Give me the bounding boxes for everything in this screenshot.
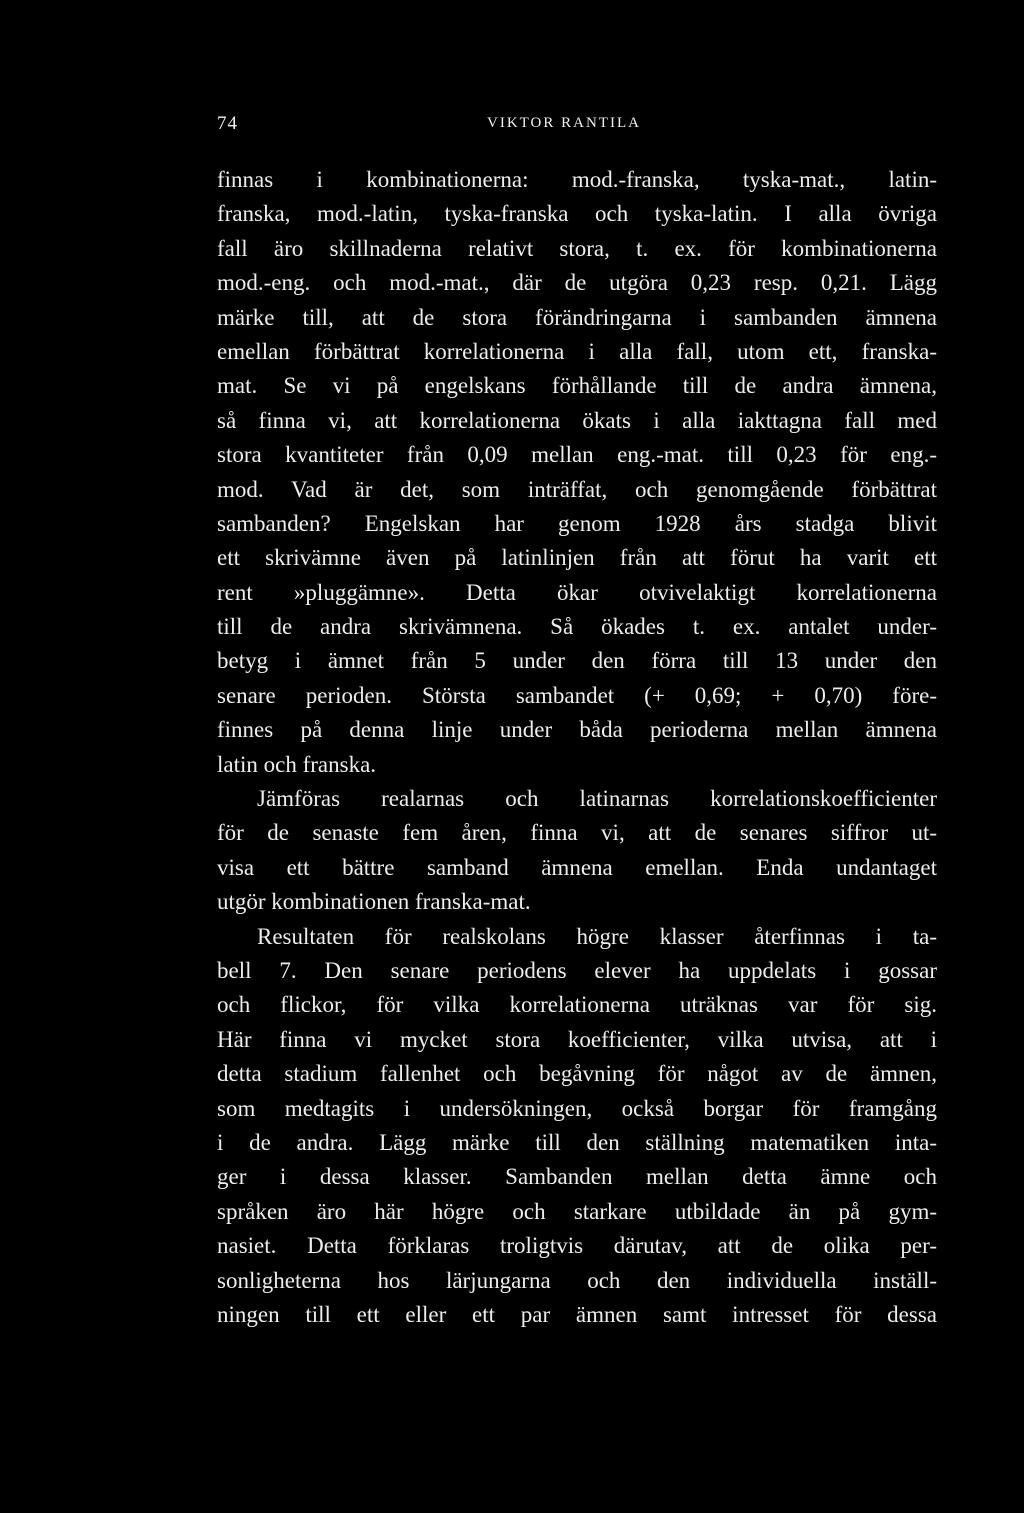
text-line: som medtagits i undersökningen, också borgar för framgång [217, 1095, 937, 1121]
text-line: så finna vi, att korrelationerna ökats i alla iakttagna fall med [217, 407, 937, 433]
text-line: sonligheterna hos lärjungarna och den individuella inställ- [217, 1267, 937, 1293]
text-line: ger i dessa klasser. Sambanden mellan detta ämne och [217, 1164, 937, 1190]
text-line: finnas i kombinationerna: mod.-franska, tyska-mat., latin- [217, 167, 937, 192]
text-line: finnes på denna linje under båda perioderna mellan ämnena [217, 717, 937, 743]
text-line: ett skrivämne även på latinlinjen från att förut ha varit ett [217, 545, 937, 571]
text-line: i de andra. Lägg märke till den ställning matematiken inta- [217, 1129, 937, 1155]
text-line: stora kvantiteter från 0,09 mellan eng.-mat. till 0,23 för eng.- [217, 442, 937, 468]
text-line: franska, mod.-latin, tyska-franska och tyska-latin. I alla övriga [217, 201, 937, 227]
running-head: VIKTOR RANTILA [487, 115, 641, 131]
text-line: märke till, att de stora förändringarna i sambanden ämnena [217, 304, 937, 330]
text-line: mod.-eng. och mod.-mat., där de utgöra 0,23 resp. 0,21. Lägg [217, 270, 937, 296]
text-line: Jämföras realarnas och latinarnas korrelationskoefficienter [257, 786, 937, 812]
text-line: bell 7. Den senare periodens elever ha uppdelats i gossar [217, 957, 937, 983]
text-line: fall äro skillnaderna relativt stora, t. ex. för kombinationerna [217, 235, 937, 261]
text-line: senare perioden. Största sambandet (+ 0,69; + 0,70) före- [217, 682, 937, 708]
text-line: mat. Se vi på engelskans förhållande till de andra ämnena, [217, 373, 937, 399]
body-text [217, 163, 937, 1332]
text-line: nasiet. Detta förklaras troligtvis därutav, att de olika per- [217, 1233, 937, 1259]
text-line: rent »pluggämne». Detta ökar otvivelaktigt korrelationerna [217, 579, 937, 605]
text-line: språken äro här högre och starkare utbildade än på gym- [217, 1198, 937, 1224]
text-line: och flickor, för vilka korrelationerna uträknas var för sig. [217, 992, 937, 1018]
text-line: emellan förbättrat korrelationerna i alla fall, utom ett, franska- [217, 338, 937, 364]
text-line: utgör kombinationen franska-mat. [217, 889, 531, 915]
text-line: latin och franska. [217, 751, 377, 777]
text-line: för de senaste fem åren, finna vi, att de senares siffror ut- [217, 820, 937, 846]
text-line: Resultaten för realskolans högre klasser återfinnas i ta- [257, 923, 937, 949]
page-number: 74 [217, 113, 238, 134]
text-line: betyg i ämnet från 5 under den förra till 13 under den [217, 648, 937, 674]
text-line: ningen till ett eller ett par ämnen samt intresset för dessa [217, 1301, 937, 1327]
text-line: detta stadium fallenhet och begåvning för något av de ämnen, [217, 1061, 937, 1087]
text-line: mod. Vad är det, som inträffat, och genomgående förbättrat [217, 476, 937, 502]
page-header [217, 113, 937, 137]
text-line: Här finna vi mycket stora koefficienter, vilka utvisa, att i [217, 1026, 937, 1052]
text-line: till de andra skrivämnena. Så ökades t. ex. antalet under- [217, 614, 937, 640]
text-line: visa ett bättre samband ämnena emellan. Enda undantaget [217, 854, 937, 880]
text-line: sambanden? Engelskan har genom 1928 års stadga blivit [217, 510, 937, 536]
